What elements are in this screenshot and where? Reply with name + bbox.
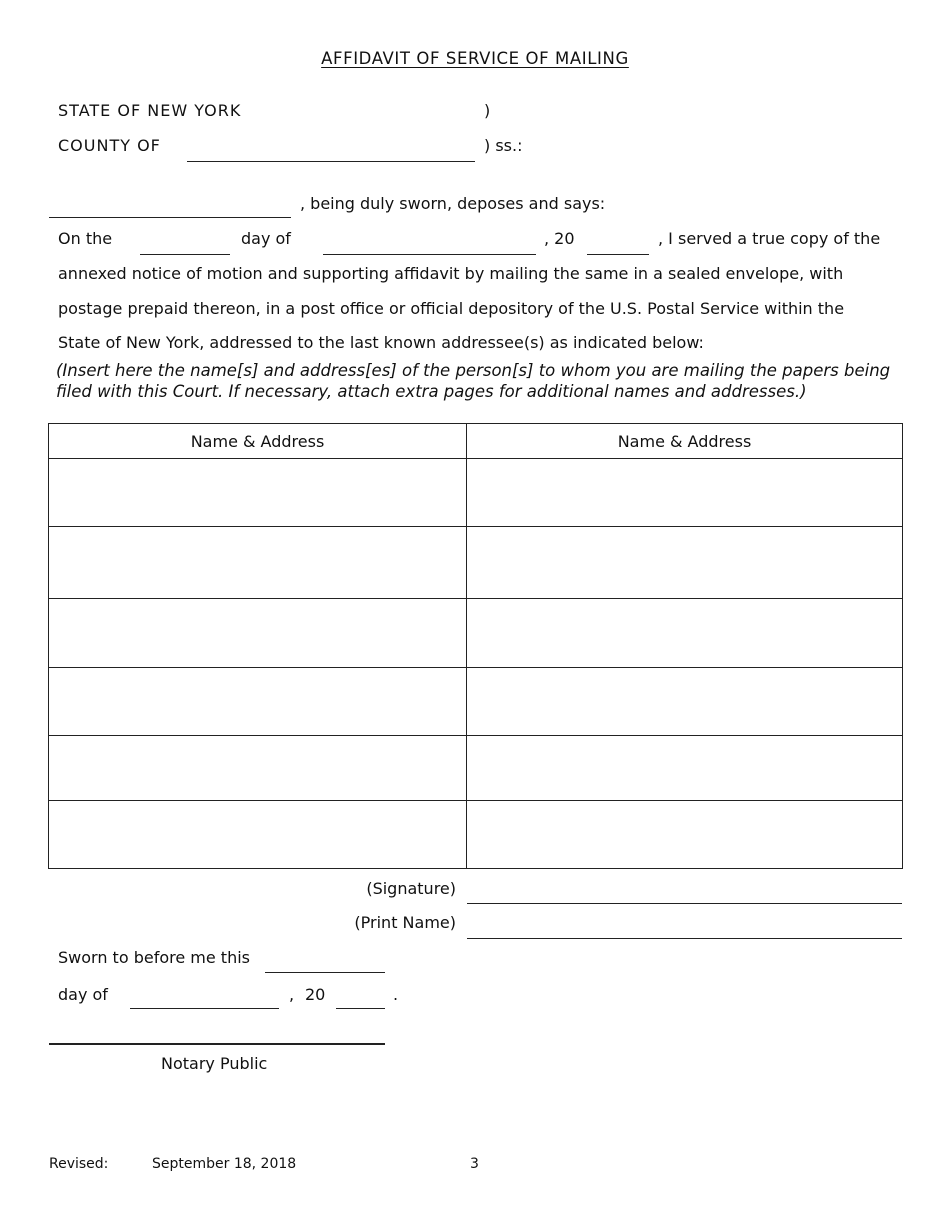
county-field[interactable] bbox=[187, 161, 475, 162]
address-table bbox=[48, 423, 903, 869]
service-day-field[interactable] bbox=[140, 254, 230, 255]
county-ss: ) ss.: bbox=[484, 136, 523, 155]
jurat-comma: , bbox=[289, 985, 295, 1004]
state-paren: ) bbox=[484, 101, 491, 120]
notary-signature-line[interactable] bbox=[49, 1043, 385, 1045]
address-cell[interactable] bbox=[49, 801, 467, 869]
jurat-day-field[interactable] bbox=[265, 972, 385, 973]
signature-field[interactable] bbox=[467, 903, 902, 904]
print-name-field[interactable] bbox=[467, 938, 902, 939]
document-title: AFFIDAVIT OF SERVICE OF MAILING bbox=[321, 49, 629, 68]
table-row bbox=[49, 801, 903, 869]
county-label: COUNTY OF bbox=[58, 136, 161, 155]
table-row bbox=[49, 736, 903, 801]
insert-instruction: (Insert here the name[s] and address[es] of the person[s] to whom you are mailing the papers being filed with this Court. If necessary, attach extra pages for additional names and addresses.) bbox=[56, 361, 891, 401]
day-of-label: day of bbox=[241, 229, 291, 248]
table-row bbox=[49, 599, 903, 668]
state-label: STATE OF NEW YORK bbox=[58, 101, 242, 120]
address-cell[interactable] bbox=[49, 527, 467, 599]
revised-date: September 18, 2018 bbox=[152, 1156, 297, 1172]
jurat-year-prefix: 20 bbox=[305, 985, 326, 1004]
print-name-label: (Print Name) bbox=[354, 913, 456, 932]
signature-label: (Signature) bbox=[366, 879, 456, 898]
service-line-2: annexed notice of motion and supporting affidavit by mailing the same in a sealed envelope, with bbox=[58, 264, 844, 283]
address-cell[interactable] bbox=[467, 599, 903, 668]
service-line-3: postage prepaid thereon, in a post office or official depository of the U.S. Postal Service within the bbox=[58, 299, 845, 318]
service-year-field[interactable] bbox=[587, 254, 649, 255]
jurat-year-field[interactable] bbox=[336, 1008, 385, 1009]
address-cell[interactable] bbox=[49, 668, 467, 736]
address-cell[interactable] bbox=[467, 459, 903, 527]
column-header-name-address-2: Name & Address bbox=[467, 424, 903, 459]
table-row bbox=[49, 459, 903, 527]
service-line-4: State of New York, addressed to the last known addressee(s) as indicated below: bbox=[58, 333, 704, 352]
address-cell[interactable] bbox=[467, 668, 903, 736]
deponent-name-field[interactable] bbox=[49, 217, 291, 218]
address-cell[interactable] bbox=[49, 459, 467, 527]
column-header-name-address-1: Name & Address bbox=[49, 424, 467, 459]
address-cell[interactable] bbox=[49, 599, 467, 668]
table-row bbox=[49, 668, 903, 736]
address-cell[interactable] bbox=[467, 801, 903, 869]
address-cell[interactable] bbox=[467, 527, 903, 599]
service-month-field[interactable] bbox=[323, 254, 536, 255]
address-cell[interactable] bbox=[49, 736, 467, 801]
jurat-month-field[interactable] bbox=[130, 1008, 279, 1009]
served-text: , I served a true copy of the bbox=[658, 229, 881, 248]
page-number: 3 bbox=[470, 1156, 479, 1172]
table-header-row bbox=[49, 424, 903, 459]
jurat-period: . bbox=[393, 985, 399, 1004]
sworn-label: Sworn to before me this bbox=[58, 948, 250, 967]
year-prefix: , 20 bbox=[544, 229, 575, 248]
address-cell[interactable] bbox=[467, 736, 903, 801]
notary-public-label: Notary Public bbox=[161, 1054, 268, 1073]
revised-label: Revised: bbox=[49, 1156, 109, 1172]
jurat-day-of-label: day of bbox=[58, 985, 108, 1004]
on-the-label: On the bbox=[58, 229, 113, 248]
table-row bbox=[49, 527, 903, 599]
deponent-sworn-text: , being duly sworn, deposes and says: bbox=[300, 194, 606, 213]
